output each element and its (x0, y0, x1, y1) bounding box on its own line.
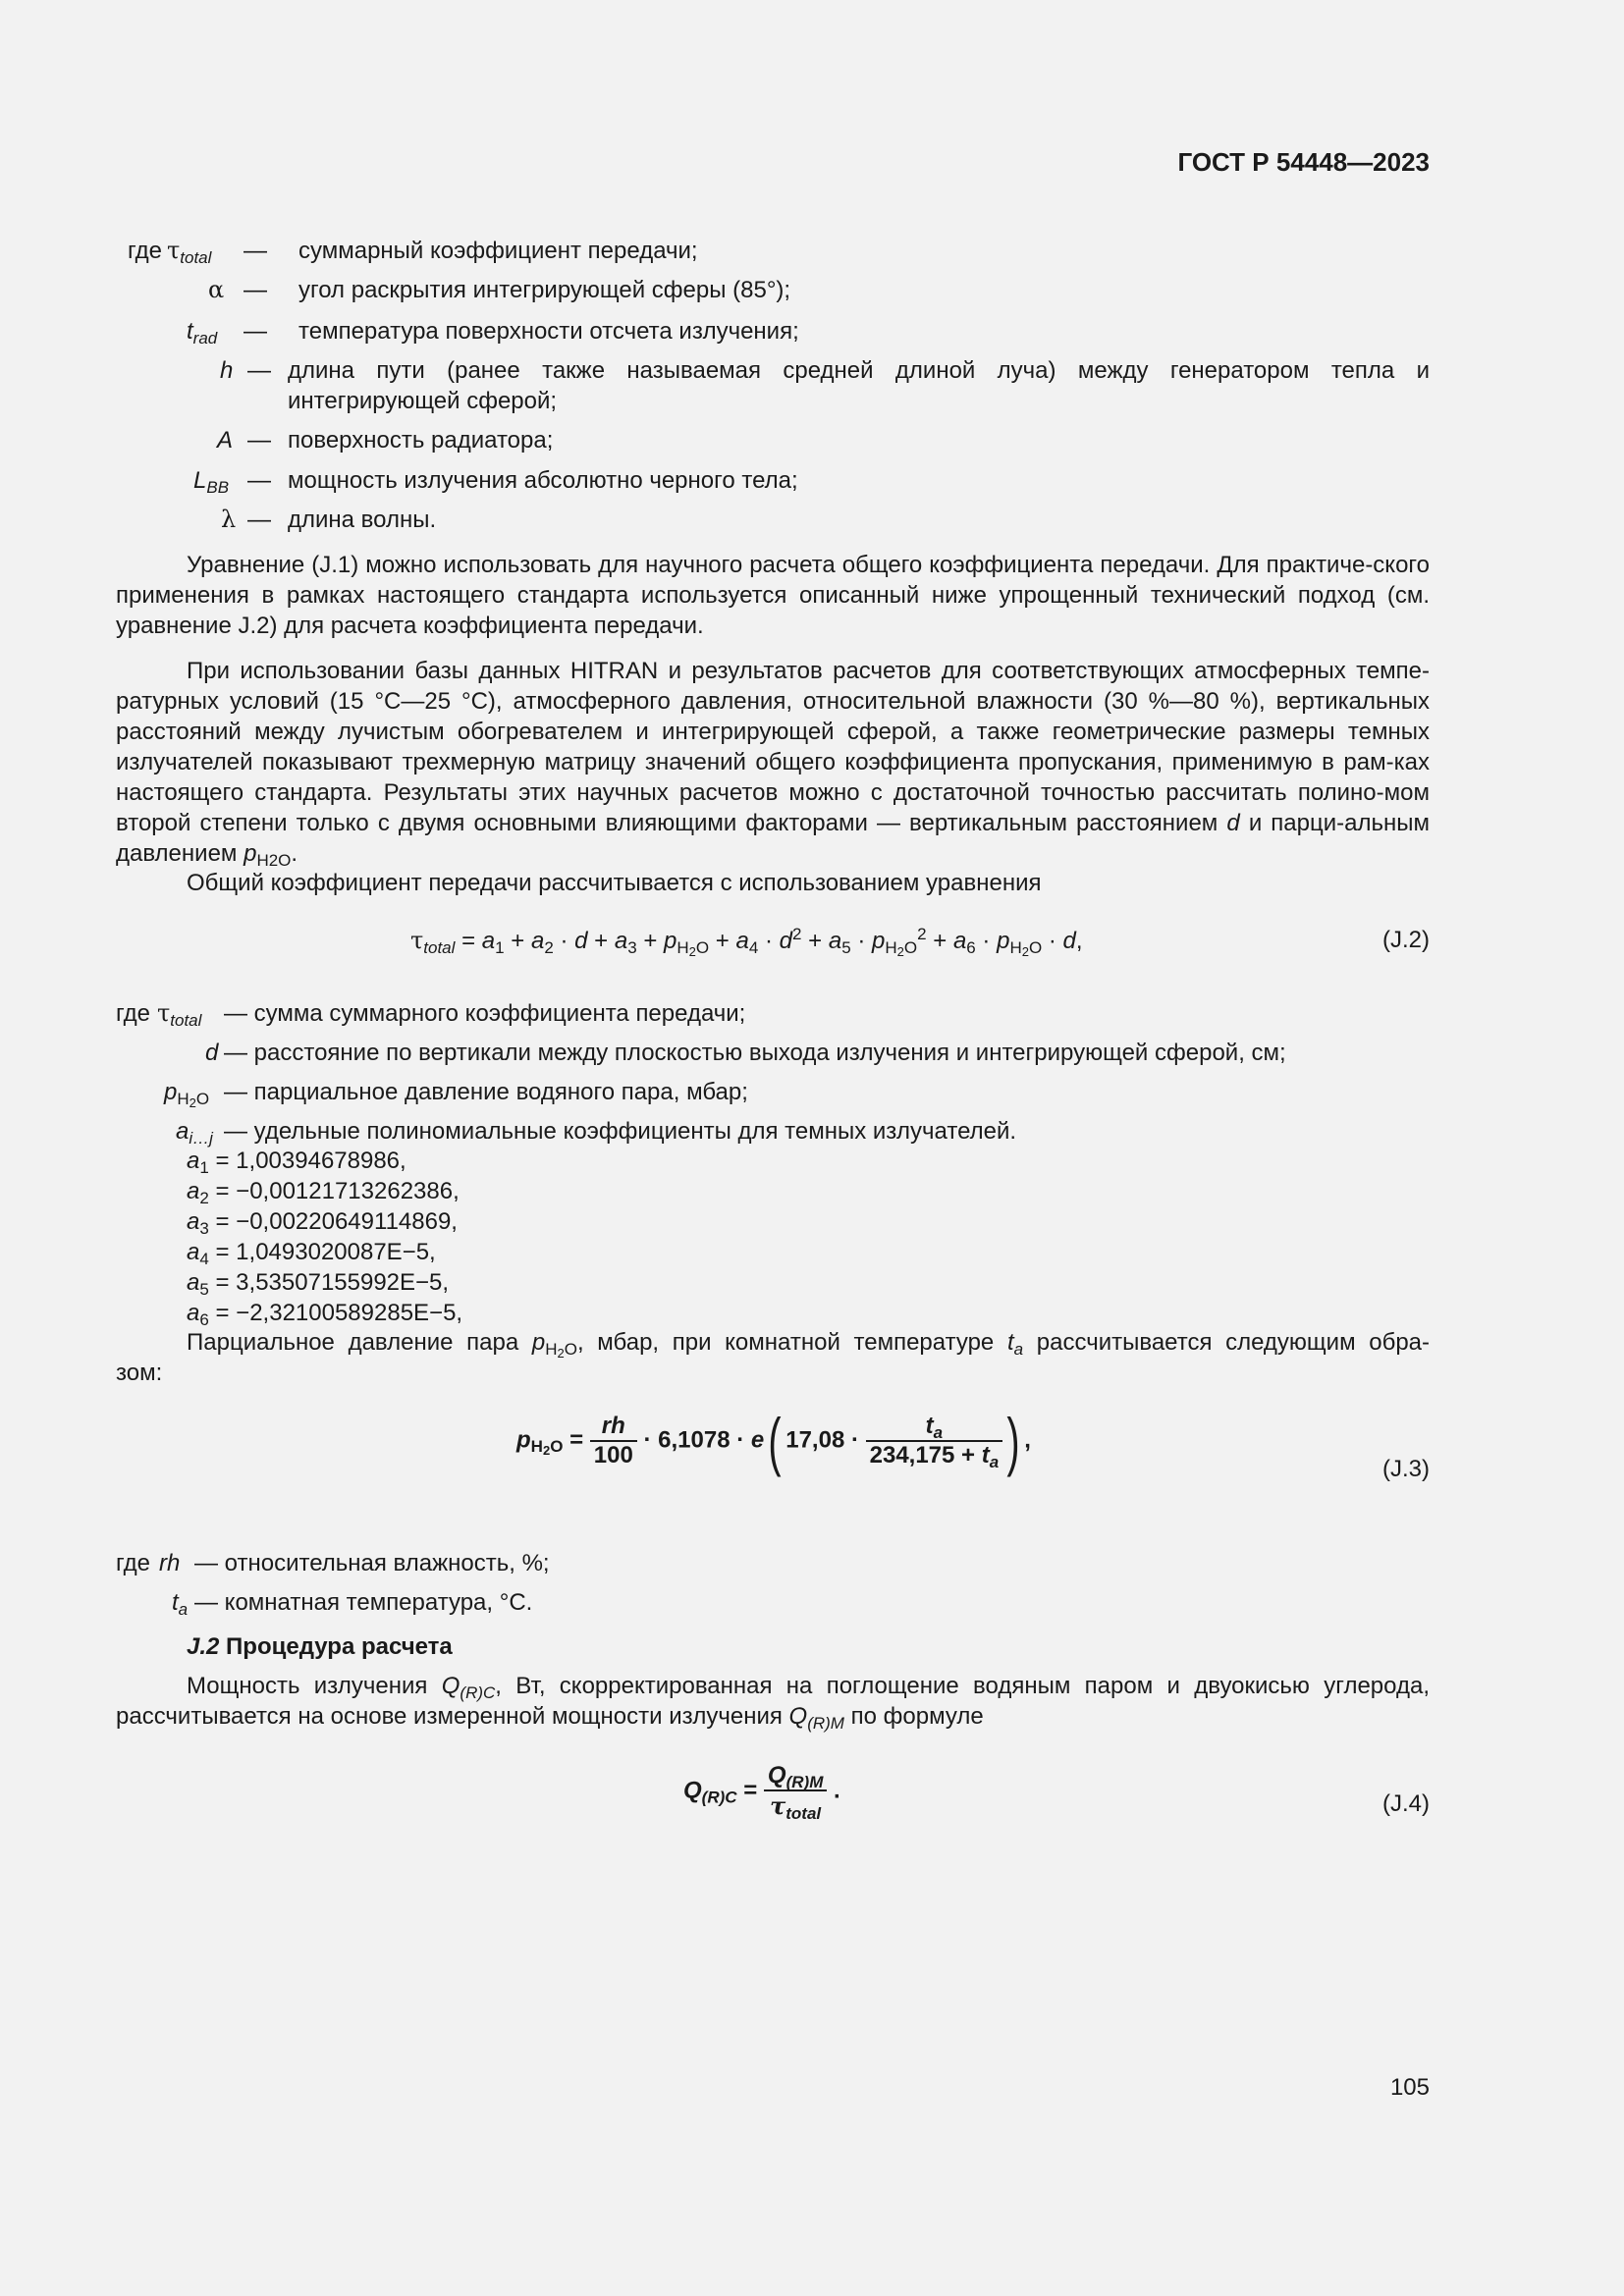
fraction: $\frac{t_a}{234,175 + t_a}$ (866, 1413, 1003, 1469)
def-where-label: где (128, 238, 163, 264)
def-text: суммарный коэффициент передачи; (298, 238, 698, 264)
def-dash: — (247, 427, 271, 454)
coefficient-item: $a_3 = -0,00220649114869$, (187, 1208, 458, 1238)
def-symbol-lambda: λ (221, 506, 237, 533)
def-text: поверхность радиатора; (288, 427, 554, 454)
fraction: $\frac{rh}{100}$ (590, 1413, 637, 1469)
section-heading: J.2 Процедура расчета (187, 1633, 453, 1660)
equation-number: (J.3) (1382, 1456, 1430, 1482)
fraction: $\frac{Q_{(R)M}}{\tau_{total}}$ (764, 1762, 827, 1821)
coefficient-item: $a_1 = 1,00394678986$, (187, 1148, 406, 1177)
def-text: температура поверхности отсчета излучения; (298, 318, 799, 345)
def-text: мощность излучения абсолютно черного тела; (288, 467, 798, 494)
def-dash: — (247, 507, 271, 533)
equation-number: (J.4) (1382, 1790, 1430, 1817)
def-symbol-h: h (220, 357, 234, 384)
paragraph: Мощность излучения $Q_{(R)C}$, Вт, скорректированная на поглощение водяным паром и двуокисью углерода, (187, 1673, 1430, 1702)
def-where-label: где (116, 1000, 151, 1027)
def-symbol-tau-total: $\tau_{total}$ (157, 999, 202, 1030)
def-dash: — (244, 277, 267, 303)
def-symbol-p-h2o: $p_{H_2O}$ (164, 1079, 210, 1110)
def-text: — сумма суммарного коэффициента передачи; (224, 1000, 746, 1027)
def-text: угол раскрытия интегрирующей сферы (85°); (298, 277, 791, 303)
def-text-continued: интегрирующей сферой; (288, 388, 558, 414)
def-text: — относительная влажность, %; (194, 1550, 550, 1576)
document-header: ГОСТ Р 54448—2023 (1177, 147, 1430, 177)
def-text: — парциальное давление водяного пара, мбар; (224, 1079, 748, 1105)
def-dash: — (247, 357, 271, 384)
def-text: — комнатная температура, °С. (194, 1589, 533, 1616)
def-dash: — (244, 318, 267, 345)
def-symbol-rh: rh (159, 1550, 181, 1576)
def-symbol-t-a: $t_a$ (172, 1589, 189, 1619)
paragraph-continued: рассчитывается на основе измеренной мощности излучения $Q_{(R)M}$ по формуле (116, 1703, 984, 1733)
coefficient-list (187, 1146, 462, 1328)
def-symbol-alpha: α (208, 276, 225, 303)
def-symbol-a-ij: $a_{i\dots j}$ (176, 1118, 213, 1148)
paragraph: Уравнение (J.1) можно использовать для научного расчета общего коэффициента передачи. Для практиче-ского применения в рамках настоящего стандарта используется описанный ниже упрощенный технический подход (см. уравнение J.2) для расчета коэффициента передачи. (116, 552, 1430, 639)
def-text: — расстояние по вертикали между плоскостью выхода излучения и интегрирующей сферой, см; (224, 1040, 1286, 1066)
def-symbol-A: A (217, 427, 234, 454)
def-symbol-t-rad: $t_{rad}$ (187, 318, 218, 347)
def-dash: — (244, 238, 267, 264)
equation-j3: $p_{H_2O}$ = $\frac{rh}{100}$ · 6,1078 · e( 17,08 · $\frac{t_a}{234,175 + t_a}$ ) , (516, 1405, 1031, 1477)
def-symbol-d: d (205, 1040, 219, 1066)
coefficient-item: $a_5 = 3,53507155992E-5$, (187, 1269, 450, 1299)
def-text: длина пути (ранее также называемая средней длиной луча) между генератором тепла и (288, 357, 1430, 384)
page-number: 105 (1389, 2074, 1430, 2101)
equation-number: (J.2) (1382, 927, 1430, 953)
def-text: длина волны. (288, 507, 437, 533)
def-text: — удельные полиномиальные коэффициенты для темных излучателей. (224, 1118, 1017, 1145)
equation-j4: $Q_{(R)C}$ = $\frac{Q_{(R)M}}{\tau_{total}}$ . (683, 1762, 840, 1823)
def-symbol-L-BB: $L_{BB}$ (193, 467, 230, 497)
coefficient-item: $a_2 = -0,00121713262386$, (187, 1178, 460, 1207)
def-symbol-tau-total: $\tau_{total}$ (167, 237, 212, 267)
paragraph-continued: зом: (116, 1360, 163, 1386)
coefficient-item: $a_6 = -2,32100589285E-5$, (187, 1300, 463, 1329)
def-where-label: где (116, 1550, 151, 1576)
equation-j2: $\tau_{total} = a_1 + a_2 \cdot d + a_3 + p_{H_2O} + a_4 \cdot d^2 + a_5 \cdot p_{H_2O}^2 + a_6 \cdot p_{H_2O} \cdot d$, (410, 925, 1083, 959)
paragraph: Парциальное давление пара $p_{H_2O}$, мбар, при комнатной температуре $t_a$ рассчитывается следующим обра- (187, 1329, 1431, 1361)
def-dash: — (247, 467, 271, 494)
paragraph: Общий коэффициент передачи рассчитывается с использованием уравнения (187, 870, 1042, 896)
coefficient-item: $a_4 = 1,0493020087E-5$, (187, 1239, 436, 1268)
paragraph: При использовании базы данных HITRAN и результатов расчетов для соответствующих атмосферных темпе-ратурных условий (15 °С—25 °С), атмосферного давления, относительной влажности (30 %—80 %), вертикальных расстояний между лучистым обогревателем и интегрирующей сферой, а также геометрические размеры темных излучателей показывают трехмерную матрицу значений общего коэффициента пропускания, применимую в рам-ках настоящего стандарта. Результаты этих научных расчетов можно с достаточной точностью рассчитать полино-мом второй степени только с двумя основными влияющими факторами — вертикальным расстоянием d и парци-альным давлением $p_{H2O}$. (116, 658, 1431, 870)
